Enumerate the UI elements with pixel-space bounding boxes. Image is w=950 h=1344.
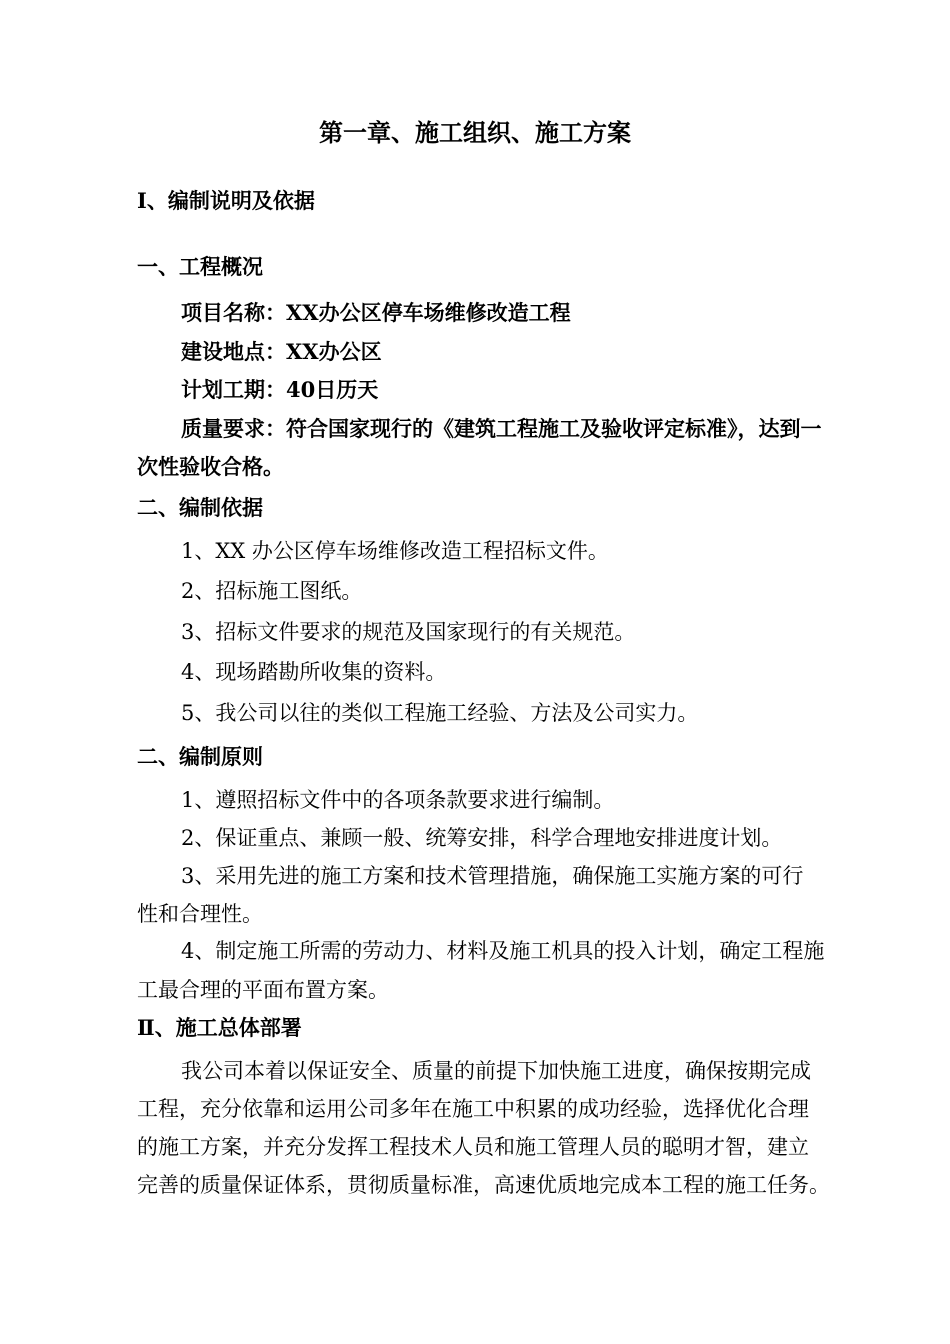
basis-item: 1、XX 办公区停车场维修改造工程招标文件。 <box>181 539 609 563</box>
project-location: 建设地点：XX办公区 <box>181 339 382 364</box>
principle-item: 2、保证重点、兼顾一般、统筹安排，科学合理地安排进度计划。 <box>181 826 783 850</box>
basis-item: 3、招标文件要求的规范及国家现行的有关规范。 <box>181 620 636 644</box>
principle-item: 3、采用先进的施工方案和技术管理措施，确保施工实施方案的可行 <box>181 864 804 888</box>
principle-item-continued: 性和合理性。 <box>137 902 263 926</box>
basis-item: 5、我公司以往的类似工程施工经验、方法及公司实力。 <box>181 701 699 725</box>
deployment-paragraph-line: 的施工方案，并充分发挥工程技术人员和施工管理人员的聪明才智，建立 <box>137 1135 809 1159</box>
deployment-paragraph-line: 完善的质量保证体系，贯彻质量标准，高速优质地完成本工程的施工任务。 <box>137 1173 830 1197</box>
chapter-title: 第一章、施工组织、施工方案 <box>319 118 631 147</box>
overview-heading: 一、工程概况 <box>137 254 263 279</box>
project-name: 项目名称：XX办公区停车场维修改造工程 <box>181 300 571 325</box>
quality-requirement-line-1: 质量要求：符合国家现行的《建筑工程施工及验收评定标准》，达到一 <box>181 416 822 441</box>
basis-heading: 二、编制依据 <box>137 495 263 520</box>
quality-requirement-line-2: 次性验收合格。 <box>137 454 284 479</box>
basis-item: 4、现场踏勘所收集的资料。 <box>181 660 447 684</box>
principle-item: 4、制定施工所需的劳动力、材料及施工机具的投入计划，确定工程施 <box>181 939 825 963</box>
principles-heading: 二、编制原则 <box>137 744 263 769</box>
section-heading-2: Ⅱ、施工总体部署 <box>137 1015 302 1040</box>
deployment-paragraph-line: 我公司本着以保证安全、质量的前提下加快施工进度，确保按期完成 <box>181 1059 811 1083</box>
basis-item: 2、招标施工图纸。 <box>181 579 363 603</box>
deployment-paragraph-line: 工程，充分依靠和运用公司多年在施工中积累的成功经验，选择优化合理 <box>137 1097 809 1121</box>
project-duration: 计划工期：40日历天 <box>181 377 379 402</box>
principle-item: 1、遵照招标文件中的各项条款要求进行编制。 <box>181 788 615 812</box>
principle-item-continued: 工最合理的平面布置方案。 <box>137 978 389 1002</box>
section-heading-1: Ⅰ、编制说明及依据 <box>137 188 315 213</box>
